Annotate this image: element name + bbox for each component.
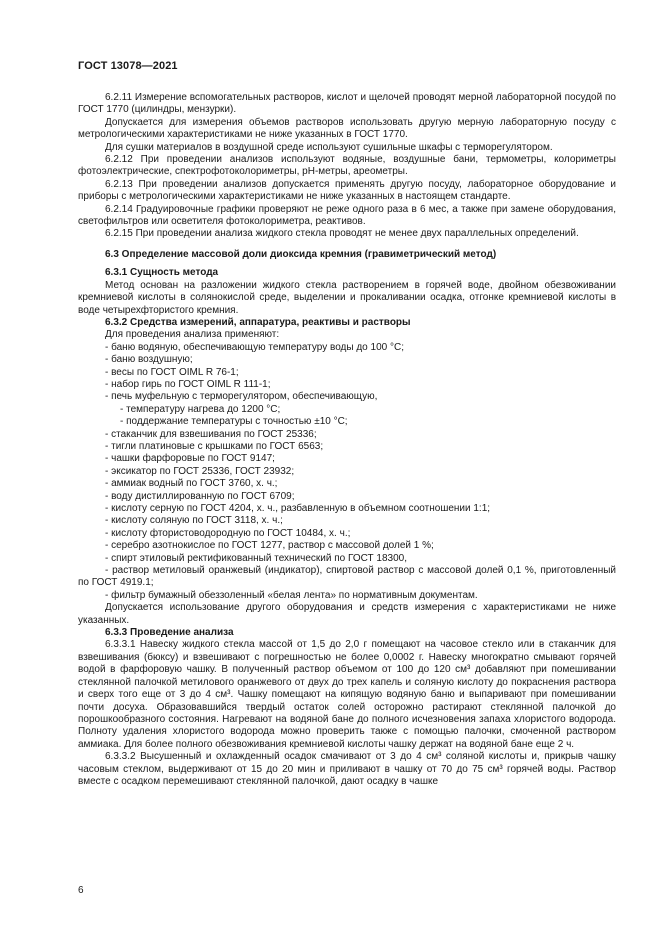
list-item-methyl-orange: - раствор метиловый оранжевый (индикатор), спиртовой раствор с массовой долей 0,1 %, приготовленный по ГОСТ 4919.1; [78, 565, 616, 589]
paragraph-allowed-measure: Допускается для измерения объемов растворов использовать другую мерную лабораторную посуду с метрологическими характеристиками не ниже указанных в ГОСТ 1770. [78, 116, 616, 141]
section-heading-6-3: 6.3 Определение массовой доли диоксида кремния (гравиметрический метод) [105, 248, 497, 260]
list-subitem: - поддержание температуры с точностью ±10 °С; [120, 416, 348, 428]
paragraph-6-2-15: 6.2.15 При проведении анализа жидкого стекла проводят не менее двух параллельных определений. [105, 228, 579, 240]
paragraph-drying: Для сушки материалов в воздушной среде используют сушильные шкафы с терморегулятором. [105, 141, 553, 153]
paragraph-apply: Для проведения анализа применяют: [105, 329, 280, 341]
list-item: - баню водяную, обеспечивающую температуру воды до 100 °С; [105, 341, 404, 353]
list-item: - эксикатор по ГОСТ 25336, ГОСТ 23932; [105, 465, 295, 477]
paragraph-allowed-other: Допускается использование другого оборудования и средств измерения с характеристиками не ниже указанных. [78, 602, 616, 626]
list-item: - чашки фарфоровые по ГОСТ 9147; [105, 453, 275, 465]
list-item: - кислоту фтористоводородную по ГОСТ 10484, х. ч.; [105, 527, 351, 539]
subsection-heading-6-3-1: 6.3.1 Сущность метода [105, 267, 219, 279]
paragraph-6-2-14: 6.2.14 Градуировочные графики проверяют не реже одного раза в 6 мес, а также при замене оборудования, светофильтров или осветителя фотоколориметра, реактивов. [78, 203, 616, 228]
page-number: 6 [78, 885, 84, 896]
paragraph-method: Метод основан на разложении жидкого стекла растворением в горячей воде, двойном обезвоживании кремниевой кислоты в солянокислой среде, выделении и прокаливании осадка, отгонке кремниевой кислоты в воде четырехфтористого кремния. [78, 279, 616, 316]
list-subitem: - температуру нагрева до 1200 °С; [120, 403, 281, 415]
list-item: - воду дистиллированную по ГОСТ 6709; [105, 490, 295, 502]
list-item: - печь муфельную с терморегулятором, обеспечивающую, [105, 391, 378, 403]
paragraph-6-2-13: 6.2.13 При проведении анализов допускается применять другую посуду, лабораторное оборудование и приборы с метрологическими характеристиками не ниже указанных в настоящем стандарте. [78, 178, 616, 203]
subsection-heading-6-3-3: 6.3.3 Проведение анализа [105, 627, 234, 639]
paragraph-6-3-3-2: 6.3.3.2 Высушенный и охлажденный осадок смачивают от 3 до 4 см³ соляной кислоты и, прикрыв чашку часовым стеклом, выдерживают от 15 до 20 мин и приливают в чашку от 70 до 75 см³ горячей воды. Раствор вместе с осадком перемешивают стеклянной палочкой, дают осадку в чашке [78, 751, 616, 787]
page-header-title: ГОСТ 13078—2021 [78, 60, 178, 72]
paragraph-6-3-3-1: 6.3.3.1 Навеску жидкого стекла массой от 1,5 до 2,0 г помещают на часовое стекло или в стаканчик для взвешивания (бюксу) и взвешивают с погрешностью не более 0,0002 г. Навеску многократно смывают горячей водой в фарфоровую чашку. В полученный раствор объемом от 100 до 120 см³ добавляют при помешивании стеклянной палочкой метилового оранжевого от двух до трех капель и соляную кислоту до покраснения раствора и сверх того еще от 3 до 4 см³. Чашку помещают на кипящую водяную баню и выпаривают при помешивании почти досуха. Образовавшийся твердый остаток солей осторожно растирают стеклянной палочкой до порошкообразного состояния. Нагревают на водяной бане до полного исчезновения запаха хлористого водорода. Полноту удаления хлористого водорода можно проверить также с помощью палочки, смоченной раствором аммиака. Для более полного обезвоживания кремниевой кислоты чашку держат на водяной бане еще 2 ч. [78, 639, 616, 750]
document-body [78, 92, 616, 788]
list-item: - спирт этиловый ректификованный технический по ГОСТ 18300, [105, 552, 407, 564]
list-item: - кислоту соляную по ГОСТ 3118, х. ч.; [105, 515, 283, 527]
list-item: - баню воздушную; [105, 354, 193, 366]
paragraph-6-2-11: 6.2.11 Измерение вспомогательных растворов, кислот и щелочей проводят мерной лабораторной посудой по ГОСТ 1770 (цилиндры, мензурки). [78, 92, 616, 116]
list-item-filter: - фильтр бумажный обеззоленный «белая лента» по нормативным документам. [105, 589, 478, 601]
paragraph-6-2-12: 6.2.12 При проведении анализов используют водяные, воздушные бани, термометры, колориметры фотоэлектрические, спектрофотоколориметры, рН-метры, ареометры. [78, 154, 616, 178]
list-item: - кислоту серную по ГОСТ 4204, х. ч., разбавленную в объемном соотношении 1:1; [105, 503, 491, 514]
list-item: - набор гирь по ГОСТ OIML R 111-1; [105, 378, 271, 390]
list-item: - аммиак водный по ГОСТ 3760, х. ч.; [105, 478, 278, 490]
list-item: - серебро азотнокислое по ГОСТ 1277, раствор с массовой долей 1 %; [105, 540, 434, 552]
list-item: - тигли платиновые с крышками по ГОСТ 6563; [105, 440, 324, 452]
list-item: - стаканчик для взвешивания по ГОСТ 25336; [105, 428, 317, 440]
subsection-heading-6-3-2: 6.3.2 Средства измерений, аппаратура, реактивы и растворы [105, 316, 411, 328]
list-item: - весы по ГОСТ OIML R 76-1; [105, 366, 239, 378]
